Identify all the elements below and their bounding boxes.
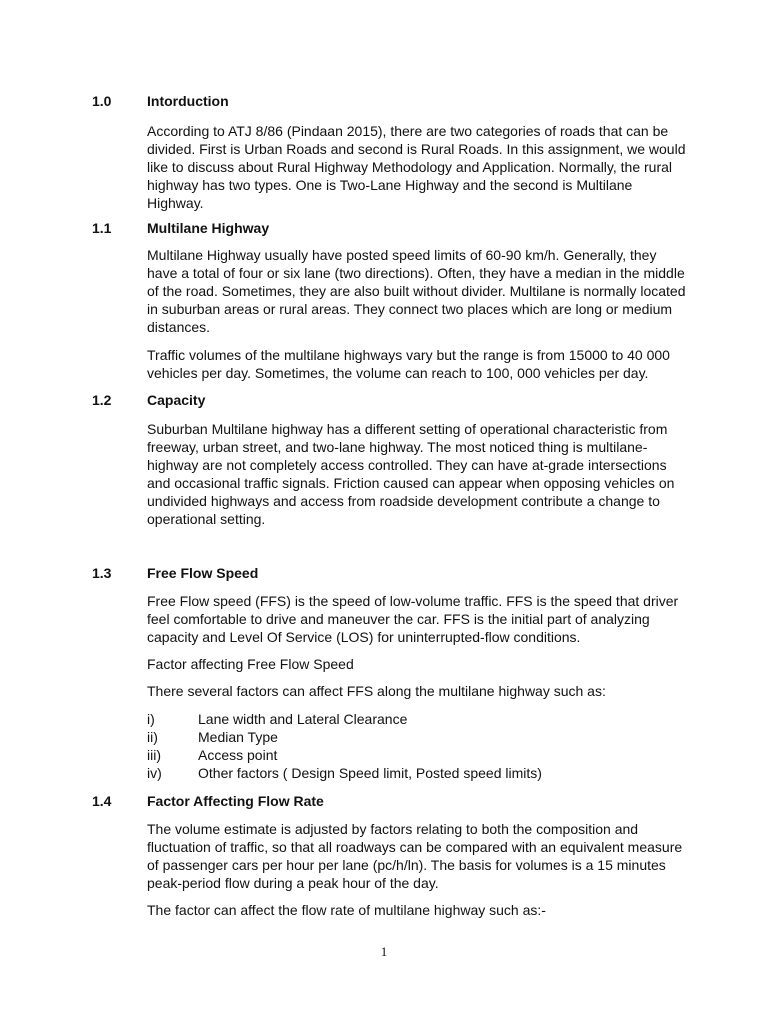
list-text: Other factors ( Design Speed limit, Posted speed limits) (198, 765, 542, 781)
section-number: 1.4 (92, 793, 112, 809)
paragraph: Free Flow speed (FFS) is the speed of low-volume traffic. FFS is the speed that driver feel comfortable to drive and maneuver the car. FFS is the initial part of analyzing capacity and Level Of Service (LOS) for uninterrupted-flow conditions. (147, 593, 679, 645)
page-number: 1 (380, 944, 388, 959)
list-text: Median Type (198, 729, 278, 745)
section-title: Capacity (147, 392, 206, 408)
factor-list (147, 710, 687, 782)
list-marker: iv) (147, 765, 162, 781)
section-heading-1-2 (92, 391, 205, 409)
list-text: Lane width and Lateral Clearance (198, 711, 408, 727)
section-title: Free Flow Speed (147, 565, 259, 581)
paragraph: There several factors can affect FFS along the multilane highway such as: (147, 683, 606, 699)
paragraph: Traffic volumes of the multilane highways vary but the range is from 15000 to 40 000 vehicles per day. Sometimes, the volume can reach to 100, 000 vehicles per day. (147, 347, 670, 381)
section-title: Intorduction (147, 93, 229, 109)
section-heading-1-1 (92, 219, 269, 237)
section-title: Factor Affecting Flow Rate (147, 793, 324, 809)
paragraph: Suburban Multilane highway has a different setting of operational characteristic from freeway, urban street, and two-lane highway. The most noticed thing is multilane-highway are not completely access controlled. They can have at-grade intersections and occasional traffic signals. Friction caused can appear when opposing vehicles on undivided highways and access from roadside development contribute a change to operational setting. (147, 421, 675, 527)
section-heading-1-3 (92, 564, 258, 582)
list-marker: ii) (147, 729, 158, 745)
list-marker: iii) (147, 747, 161, 763)
section-heading-1-4 (92, 792, 324, 810)
list-item (147, 710, 687, 728)
paragraph: The volume estimate is adjusted by factors relating to both the composition and fluctuation of traffic, so that all roadways can be compared with an equivalent measure of passenger cars per hour per lane (pc/h/ln). The basis for volumes is a 15 minutes peak-period flow during a peak hour of the day. (147, 821, 683, 891)
paragraph: The factor can affect the flow rate of multilane highway such as:- (147, 902, 546, 918)
list-item (147, 764, 687, 782)
list-item (147, 728, 687, 746)
section-number: 1.1 (92, 220, 112, 236)
section-number: 1.0 (92, 93, 112, 109)
section-number: 1.2 (92, 392, 112, 408)
section-title: Multilane Highway (147, 220, 270, 236)
section-number: 1.3 (92, 565, 112, 581)
paragraph: Factor affecting Free Flow Speed (147, 656, 354, 672)
paragraph: Multilane Highway usually have posted speed limits of 60-90 km/h. Generally, they have a total of four or six lane (two directions). Often, they have a median in the middle of the road. Sometimes, they are also built without divider. Multilane is normally located in suburban areas or rural areas. They connect two places which are long or medium distances. (147, 247, 686, 335)
list-text: Access point (198, 747, 278, 763)
list-item (147, 746, 687, 764)
section-heading-1-0 (92, 92, 229, 110)
paragraph: According to ATJ 8/86 (Pindaan 2015), there are two categories of roads that can be divided. First is Urban Roads and second is Rural Roads. In this assignment, we would like to discuss about Rural Highway Methodology and Application. Normally, the rural highway has two types. One is Two-Lane Highway and the second is Multilane Highway. (147, 123, 686, 211)
list-marker: i) (147, 711, 155, 727)
